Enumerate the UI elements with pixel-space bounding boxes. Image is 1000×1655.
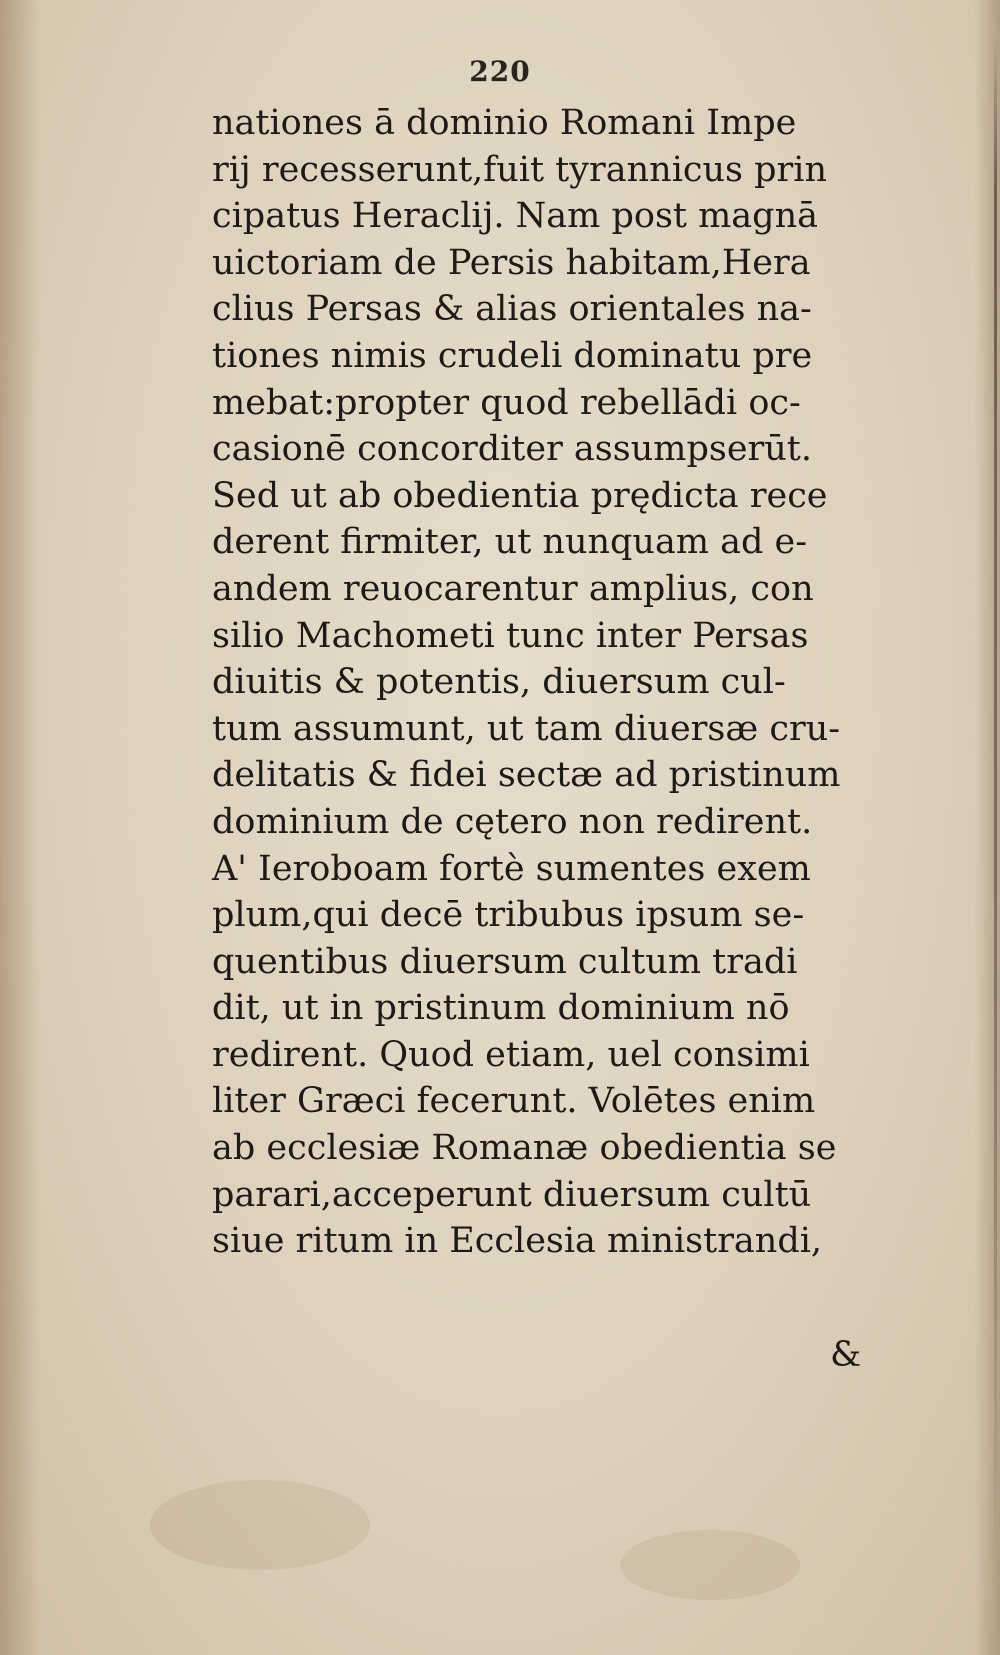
text-line: mebat:propter quod rebellādi oc- [212,382,801,423]
text-line: andem reuocarentur amplius, con [212,568,814,609]
catchword: & [830,1335,862,1375]
text-line: tiones nimis crudeli dominatu pre [212,335,813,376]
text-line: siue ritum in Ecclesia ministrandi, [212,1221,823,1262]
page-edge-line [994,40,997,1560]
text-line: uictoriam de Persis habitam,Hera [212,242,811,283]
page-number: 220 [469,55,531,88]
text-line: ab ecclesiæ Romanæ obedientia se [212,1128,837,1169]
text-line: rij recesserunt,fuit tyrannicus prin [212,149,827,190]
text-line: redirent. Quod etiam, uel consimi [212,1034,810,1075]
text-line: liter Græci fecerunt. Volētes enim [212,1081,816,1122]
text-line: delitatis & fidei sectæ ad pristinum [212,755,841,796]
text-line: dominium de cętero non redirent. [212,801,813,842]
text-line: parari,acceperunt diuersum cultū [212,1174,812,1215]
text-line: Sed ut ab obedientia prędicta rece [212,475,828,516]
paper-stain [620,1530,800,1600]
paper-stain [150,1480,370,1570]
text-line: clius Persas & alias orientales na- [212,289,812,330]
text-line: plum,qui decē tribubus ipsum se- [212,895,805,936]
text-line: quentibus diuersum cultum tradi [212,941,798,982]
text-line: dit, ut in pristinum dominium nō [212,988,790,1029]
text-line: cipatus Heraclij. Nam post magnā [212,196,818,237]
text-line: tum assumunt, ut tam diuersæ cru- [212,708,841,749]
text-line: derent firmiter, ut nunquam ad e- [212,522,808,563]
text-line: diuitis & potentis, diuersum cul- [212,662,786,703]
text-line: casionē concorditer assumpserūt. [212,429,812,470]
text-line: nationes ā dominio Romani Impe [212,103,797,143]
text-line: A' Ieroboam fortè sumentes exem [212,848,811,889]
gutter-shadow [0,0,40,1655]
body-text [212,100,912,1265]
text-line: silio Machometi tunc inter Persas [212,615,809,656]
